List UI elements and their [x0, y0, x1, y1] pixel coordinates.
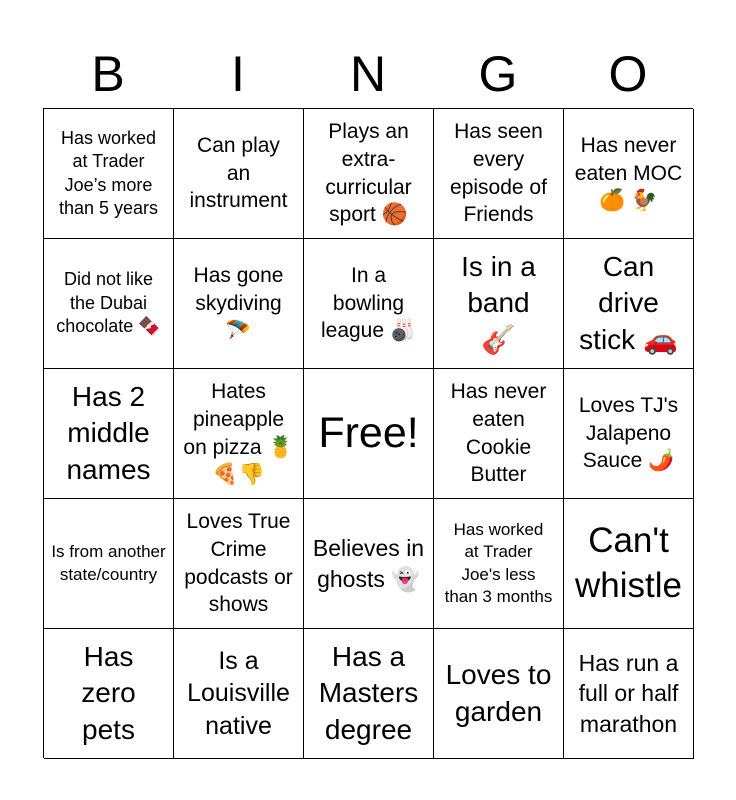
bingo-cell[interactable]	[434, 629, 564, 759]
bingo-cell[interactable]	[434, 369, 564, 499]
cell-text: Has zero pets	[81, 640, 136, 745]
cell-text: Loves to garden	[445, 659, 552, 727]
header-letter-o: O	[608, 46, 648, 102]
header-letter-n: N	[349, 46, 387, 102]
bingo-grid	[43, 108, 693, 758]
bingo-cell[interactable]	[304, 239, 434, 369]
bingo-cell[interactable]	[44, 629, 174, 759]
bingo-cell[interactable]	[564, 239, 694, 369]
bingo-cell[interactable]	[44, 109, 174, 239]
cell-text: Loves TJ's Jalapeno Sauce 🌶️	[578, 393, 679, 473]
bingo-cell[interactable]	[304, 109, 434, 239]
bingo-cell[interactable]	[564, 629, 694, 759]
cell-text: Has run a full or half marathon	[578, 649, 679, 737]
bingo-cell[interactable]	[434, 499, 564, 629]
cell-text: Believes in ghosts 👻	[312, 534, 425, 592]
bingo-cell[interactable]	[304, 499, 434, 629]
cell-text: Has a Masters degree	[318, 640, 419, 745]
bingo-cell[interactable]	[44, 239, 174, 369]
bingo-cell[interactable]	[304, 629, 434, 759]
bingo-cell[interactable]	[174, 239, 304, 369]
bingo-cell[interactable]	[434, 109, 564, 239]
bingo-cell[interactable]	[44, 369, 174, 499]
bingo-cell[interactable]	[564, 499, 694, 629]
cell-text: Has worked at Trader Joe's less than 3 months	[444, 520, 553, 606]
bingo-cell[interactable]	[434, 239, 564, 369]
cell-text: Did not like the Dubai chocolate 🍫	[56, 269, 161, 337]
cell-text: Has worked at Trader Joe’s more than 5 years	[58, 127, 159, 218]
cell-text: Has never eaten MOC 🍊 🐓	[574, 133, 683, 213]
cell-text: Plays an extra-curricular sport 🏀	[325, 119, 412, 227]
cell-text: Has never eaten Cookie Butter	[450, 379, 547, 487]
cell-text: Can't whistle	[575, 521, 682, 605]
bingo-cell[interactable]	[44, 499, 174, 629]
cell-text: Is a Louisville native	[187, 646, 290, 740]
cell-text: Has 2 middle names	[66, 380, 151, 485]
cell-text: In a bowling league 🎳	[320, 263, 417, 343]
bingo-cell[interactable]	[174, 369, 304, 499]
cell-text: Loves True Crime podcasts or shows	[184, 509, 293, 617]
bingo-cell[interactable]	[304, 369, 434, 499]
cell-text: Has seen every episode of Friends	[450, 119, 547, 227]
bingo-cell[interactable]	[174, 629, 304, 759]
bingo-cell[interactable]	[174, 499, 304, 629]
cell-text: Is from another state/country	[51, 542, 166, 584]
free-space: Free!	[318, 408, 419, 457]
bingo-cell[interactable]	[564, 109, 694, 239]
bingo-header	[43, 40, 693, 108]
header-letter-b: B	[91, 46, 125, 102]
bingo-cell[interactable]	[174, 109, 304, 239]
cell-text: Has gone skydiving 🪂	[193, 263, 284, 343]
cell-text: Hates pineapple on pizza 🍍🍕👎	[183, 379, 294, 487]
header-letter-g: G	[478, 46, 518, 102]
cell-text: Can play an instrument	[189, 133, 288, 213]
cell-text: Can drive stick 🚗	[579, 250, 678, 355]
cell-text: Is in a band 🎸	[461, 250, 536, 355]
bingo-cell[interactable]	[564, 369, 694, 499]
header-letter-i: I	[231, 46, 245, 102]
